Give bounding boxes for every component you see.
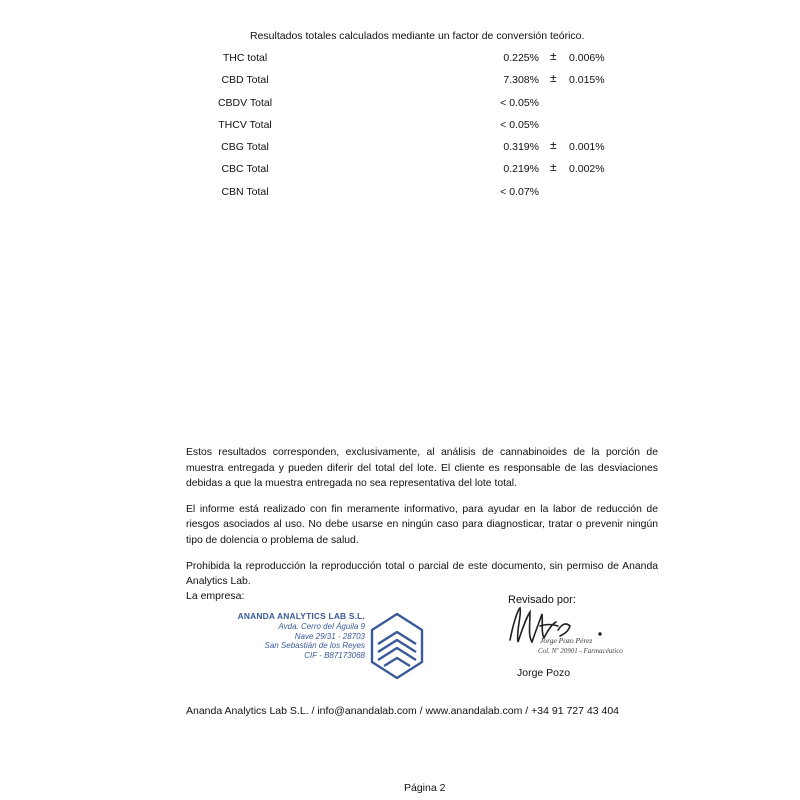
contact-footer: Ananda Analytics Lab S.L. / info@anandalab.com / www.anandalab.com / +34 91 727 43 404	[186, 705, 619, 717]
result-row	[200, 95, 630, 117]
cannabinoid-name: CBN Total	[221, 185, 269, 198]
signature-name: Jorge Pozo Pérez	[540, 636, 593, 645]
cannabinoid-name: THCV Total	[218, 118, 272, 131]
company-label: La empresa:	[186, 590, 245, 602]
result-row	[200, 50, 630, 72]
uncertainty-value: 0.001%	[569, 141, 605, 154]
cannabinoid-value: < 0.05%	[500, 118, 539, 131]
stamp-address: Avda. Cerro del Águila 9	[278, 621, 365, 631]
cannabinoid-value: 7.308%	[503, 74, 539, 87]
cannabinoid-name: CBDV Total	[217, 96, 273, 109]
uncertainty-value: 0.002%	[569, 163, 605, 176]
plus-minus-sign: ±	[550, 160, 557, 175]
stamp-address: Nave 29/31 - 28703	[294, 631, 365, 641]
plus-minus-sign: ±	[550, 71, 557, 86]
result-row	[200, 117, 630, 139]
stamp-text	[228, 612, 365, 661]
company-logo-icon	[368, 610, 426, 682]
cannabinoid-value: 0.219%	[503, 163, 539, 176]
cannabinoid-name: CBC Total	[221, 163, 269, 176]
result-row	[200, 139, 630, 161]
cannabinoid-value: 0.225%	[503, 52, 539, 64]
plus-minus-sign: ±	[550, 49, 557, 63]
cannabinoid-name: THC total	[222, 52, 268, 64]
result-row	[200, 184, 630, 206]
disclaimer-paragraph: El informe está realizado con fin meramente informativo, para ayudar en la labor de reducción de riesgos asociados al uso. No debe usarse en ningún caso para diagnosticar, tratar o prevenir ningún tipo de dolencia o problema de salud.	[186, 503, 658, 546]
cannabinoid-value: 0.319%	[503, 141, 539, 154]
cannabinoid-value: < 0.05%	[500, 96, 539, 109]
uncertainty-value: 0.015%	[569, 74, 605, 87]
disclaimer-paragraph: Prohibida la reproducción la reproducción total o parcial de este documento, sin permiso de Ananda Analytics Lab.	[186, 560, 658, 588]
uncertainty-value: 0.006%	[569, 52, 605, 64]
results-heading: Resultados totales calculados mediante un factor de conversión teórico.	[250, 30, 585, 42]
signature-license: Col. Nº 20901 - Farmacéutico	[538, 647, 623, 655]
stamp-cif: CIF - B87173068	[304, 651, 365, 661]
company-stamp	[228, 612, 428, 682]
cannabinoid-name: CBG Total	[221, 141, 269, 154]
plus-minus-sign: ±	[550, 138, 557, 153]
disclaimer	[186, 445, 658, 600]
signer-name: Jorge Pozo	[517, 667, 571, 679]
results-table	[200, 50, 630, 206]
stamp-company-name: ANANDA ANALYTICS LAB S.L.	[237, 611, 365, 621]
reviewed-by-label: Revisado por:	[508, 594, 576, 606]
page-number: Página 2	[404, 782, 446, 794]
stamp-address: San Sebastián de los Reyes	[264, 641, 365, 651]
cannabinoid-value: < 0.07%	[500, 185, 539, 198]
result-row	[200, 72, 630, 94]
cannabinoid-name: CBD Total	[221, 74, 269, 87]
disclaimer-paragraph: Estos resultados corresponden, exclusivamente, al análisis de cannabinoides de la porción de muestra entregada y pueden diferir del total del lote. El cliente es responsable de las desviaciones debidas a que la muestra entregada no sea representativa del lote total.	[186, 447, 658, 490]
result-row	[200, 161, 630, 183]
